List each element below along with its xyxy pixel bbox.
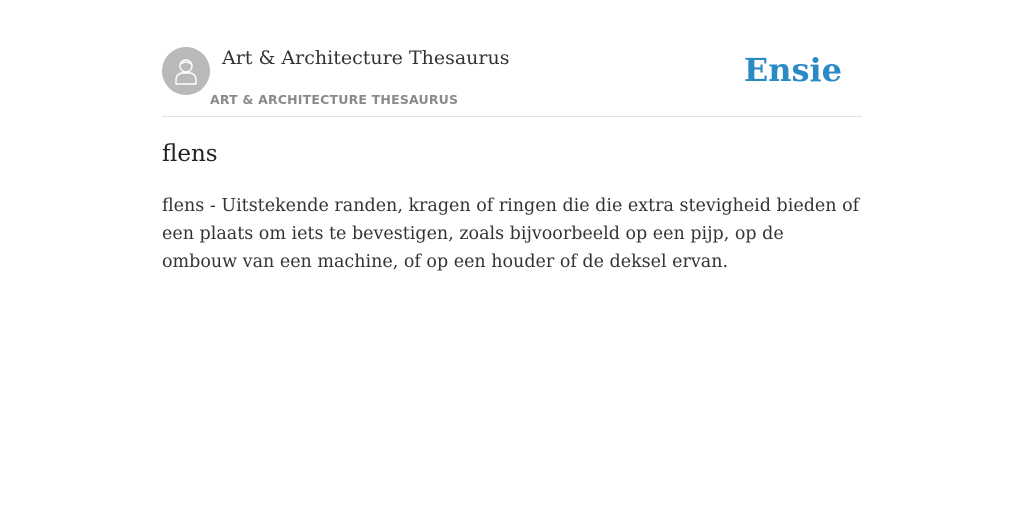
user-icon: [171, 56, 201, 86]
source-link[interactable]: ART & ARCHITECTURE THESAURUS: [210, 92, 459, 107]
brand-logo[interactable]: Ensie: [743, 51, 842, 89]
entry-term: flens: [162, 141, 218, 167]
source-name: Art & Architecture Thesaurus: [222, 47, 510, 69]
avatar[interactable]: [162, 47, 210, 95]
entry-header: [162, 0, 862, 117]
entry-definition: flens - Uitstekende randen, kragen of ringen die die extra stevigheid bieden of een plaats om iets te bevestigen, zoals bijvoorbeeld op een pijp, op de ombouw van een machine, of op een houder of de deksel ervan.: [162, 196, 860, 272]
entry-card: [162, 0, 862, 512]
